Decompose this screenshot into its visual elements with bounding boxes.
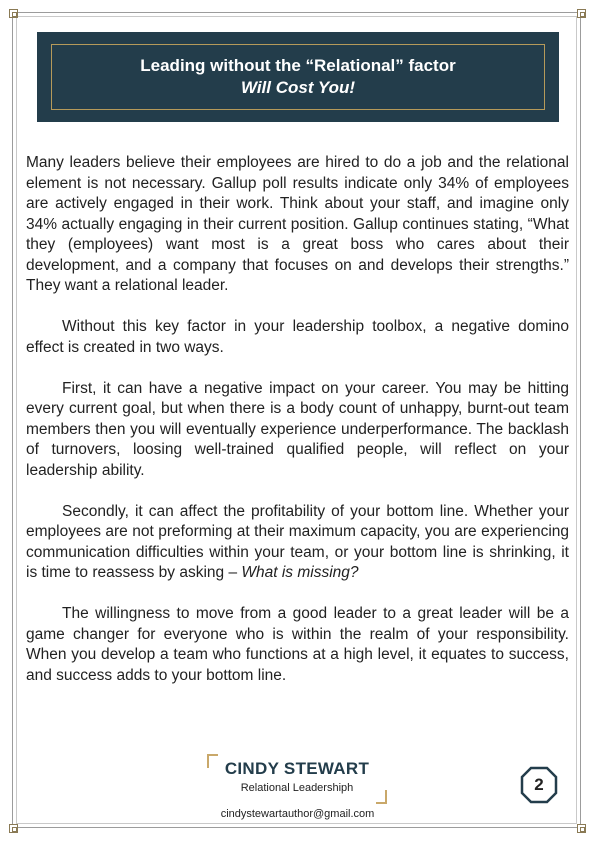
corner-ornament-top-right	[577, 9, 586, 18]
author-email: cindystewartauthor@gmail.com	[220, 808, 375, 820]
title-banner-frame	[51, 44, 545, 110]
page-number: 2	[534, 775, 544, 794]
author-name: CINDY STEWART	[224, 759, 370, 778]
paragraph-4	[26, 502, 569, 584]
article-body	[26, 153, 569, 707]
paragraph-2: Without this key factor in your leadership toolbox, a negative domino effect is created in two ways.	[26, 318, 569, 356]
corner-ornament-top-left	[9, 9, 18, 18]
paragraph-5: The willingness to move from a good leader to a great leader will be a game changer for everyone who is within the realm of your responsibility. When you develop a team who functions at a high level, it equates to success, and success adds to your bottom line.	[26, 605, 569, 684]
author-role: Relational Leadershiph	[240, 782, 354, 794]
corner-ornament-bottom-right	[577, 824, 586, 833]
paragraph-3: First, it can have a negative impact on your career. You may be hitting every current goal, but when there is a body count of unhappy, burnt-out team members then you will eventually experience underperformance. The backlash of turnovers, loosing well-trained qualified people, will reflect on your leadership ability.	[26, 379, 569, 479]
paragraph-1: Many leaders believe their employees are hired to do a job and the relational element is not necessary. Gallup poll results indicate only 34% of employees are actively engaged in their work. Think about your staff, and imagine only 34% actually engaging in their current position. Gallup continues stating, “What they (employees) want most is a great boss who cares about their development, and a company that focuses on and develops their strengths.” They want a relational leader.	[26, 154, 569, 294]
paragraph-4-emphasis: What is missing?	[241, 564, 359, 581]
author-signature-block	[207, 754, 387, 804]
page-subtitle: Will Cost You!	[240, 78, 356, 97]
corner-ornament-bottom-left	[9, 824, 18, 833]
page-title: Leading without the “Relational” factor	[140, 56, 456, 75]
title-banner	[37, 32, 559, 122]
page-number-badge	[520, 766, 558, 804]
paragraph-4-text: Secondly, it can affect the profitability of your bottom line. Whether your employees are not preforming at their maximum capacity, you are experiencing communication difficulties within your team, or your bottom line is shrinking, it is time to reassess by asking –	[26, 502, 569, 581]
